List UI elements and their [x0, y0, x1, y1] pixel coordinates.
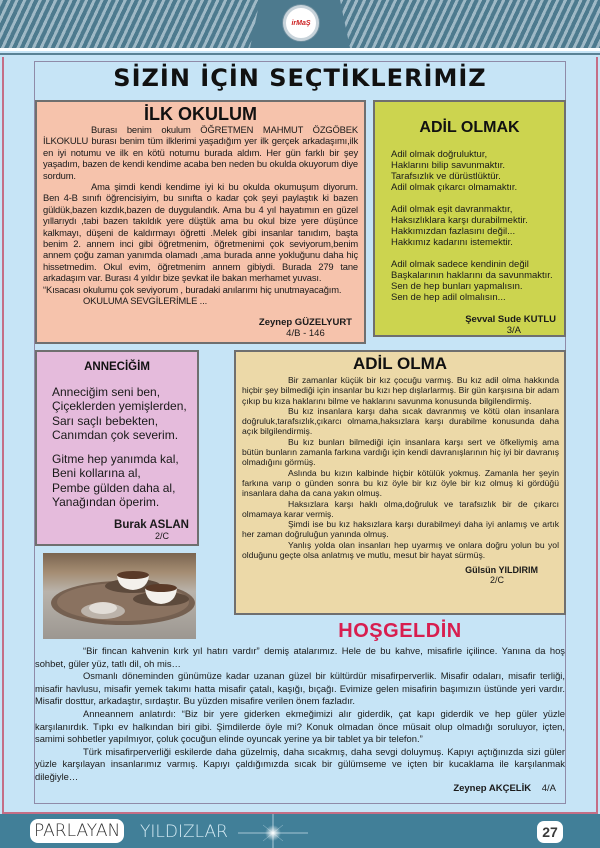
- paragraph: OKULUMA SEVGİLERİMLE ...: [83, 295, 208, 307]
- paragraph: Burası benim okulum ÖĞRETMEN MAHMUT ÖZGÖBEK İLKOKULU burası benim tüm ilklerimi yaşadığım yer ilk gerçek arkadaşımı,ilk en iyi notumu ve ilk en kötü notumu burada aldım. Her gün farklı bir şey yaşadım, bazen de kendi kendime acaba ben neden bu okulda okuyorum diye sordum.: [43, 124, 358, 181]
- article-title: HOŞGELDİN: [338, 620, 462, 642]
- article-body: [236, 374, 564, 560]
- poem-line: Adil olmak doğruluktur,: [391, 149, 488, 160]
- poem-line: Haksızlıklara karşı durabilmektir.: [391, 215, 528, 226]
- poem-body: [37, 373, 197, 509]
- author-name: Burak ASLAN: [114, 519, 189, 532]
- poem-line: Sarı saçlı bebekten,: [52, 413, 159, 428]
- paragraph: Bu kız bunları bilmediği için insanlara karşı sert ve öfkeliymiş ama bütün bunların zamanla farkına vardığı için kendi davranışlarının hiç iyi bir davranış olmadığını görmüş.: [242, 436, 559, 468]
- coffee-tray-illustration: [43, 553, 196, 639]
- poem-line: Canımdan çok severim.: [52, 427, 179, 442]
- poem-title: ADİL OLMAK: [419, 119, 520, 136]
- poem-body: [375, 137, 564, 303]
- paragraph: Bu kız insanlara karşı daha sıcak davranmış ve kötü olan insanlara doğruluk,tarafsızlık,çıkarcı olmama,haksızlara karşı durabilme konusunda daha açık bilgilendirmiş.: [242, 405, 559, 437]
- paragraph: Aslında bu kızın kalbinde hiçbir kötülük yokmuş. Zamanla her şeyin farkına varıp o günden sonra bu kız öyle bir kız öyle bir kız olmuş ki gördüğü insanlara daha da cana yakın olmuş.: [242, 467, 559, 499]
- paragraph: Şimdi ise bu kız haksızlara karşı durabilmeyi daha iyi anlamış ve artık her zaman doğruluğun yanında olmuş.: [242, 519, 559, 540]
- poem-line: Anneciğim seni ben,: [52, 385, 161, 399]
- poem-line: Adil olmak çıkarcı olmamaktır.: [391, 182, 518, 193]
- brand-pill: [30, 819, 124, 843]
- school-emblem-icon: [283, 5, 319, 41]
- poem-adil-olmak: [373, 100, 566, 337]
- stanza: [52, 385, 197, 442]
- stanza: [391, 259, 564, 303]
- poem-line: Tarafsızlık ve dürüstlüktür.: [391, 171, 501, 182]
- poem-line: Pembe gülden daha al,: [52, 480, 176, 495]
- poem-line: Sen de hep bunları yapmalısın.: [391, 281, 523, 292]
- poem-line: Adil olmak sadece kendinin değil: [391, 259, 529, 270]
- article-adil-olma: [234, 350, 566, 615]
- poem-title: ANNECİĞİM: [84, 361, 150, 373]
- stanza: [391, 204, 564, 248]
- header-divider: [0, 53, 600, 55]
- author-class: 2/C: [154, 531, 169, 542]
- paragraph: Anneannem anlatırdı: “Biz bir yere giderken ekmeğimizi alır giderdik, çat kapı giderdik ve hep güler yüzle karşılanırdık. Tıpkı ev halkından biri gibi. Şimdilerde öyle mi? Konuk olmadan önce müsait olup olmadığı soruluyor, içten, samimi sohbetler yapılmıyor, çoluk çocuğun elinde oyuncak yerine ya bir tablet ya bir telefon.”: [35, 707, 565, 745]
- author-class: 4/B - 146: [286, 328, 325, 339]
- article-title: ADİL OLMA: [352, 354, 448, 373]
- poem-line: Haklarını bilip savunmaktır.: [391, 160, 506, 171]
- paragraph: “Kısacası okulumu çok seviyorum , buradaki anılarımı hiç unutmayacağım.: [43, 283, 342, 295]
- article-body: [37, 124, 364, 307]
- paragraph: Yanlış yolda olan insanları hep uyarmış ve onlara doğru yolun bu yol olduğunu geçte olsa anlatmış ve mutlu, mesut bir hayat sürmüş.: [242, 539, 559, 561]
- header-divider: [0, 48, 600, 51]
- poem-line: Gitme hep yanımda kal,: [52, 452, 179, 467]
- author-name: Zeynep AKÇELİK: [453, 783, 532, 794]
- footer: [0, 814, 600, 848]
- poem-line: Başkalarının haklarını da savunmaktır.: [391, 270, 553, 281]
- article-ilk-okulum: [35, 100, 366, 344]
- brand-name-part1: PARLAYAN: [34, 821, 121, 841]
- paragraph: Ama şimdi kendi kendime iyi ki bu okulda okumuşum diyorum. Ben 4-B sınıfı öğrencisiyim, bu sınıfta o kadar çok şeyi paylaştık ki bazen güldük,bazen kızdık,bazen de duygulandık. Ama bu 4 yıl hayatımın en güzel yıllarıydı ,tabi bazen takıldık yere düştük ama bu okul bize yere düşünce kalkmayı, düşeni de kaldırmayı öğretti .Melek gibi insanlar tanıdım, başta benim 2. annem inci gibi öğretmenim, öğretmenimi çok seviyorum,benim annem çoğu zaman yanımda olamadı ,ama burada anne yokluğunu daha hiç hissetmedim. Okul evim, öğretmenim annem gibiydi. Burada 279 tane arkadaşım var. Burası 4 yıldır bize şevkat ile bakan merhamet yuvası.: [43, 181, 358, 284]
- logo-text: irMaŞ: [291, 19, 311, 27]
- poem-line: Yanağından öperim.: [52, 495, 160, 510]
- poem-line: Adil olmak eşit davranmaktır,: [391, 204, 513, 215]
- star-sparkle-icon: [238, 814, 308, 848]
- author-name: Şevval Sude KUTLU: [465, 314, 556, 325]
- author-class: 3/A: [506, 325, 521, 336]
- author-class: 2/C: [489, 575, 504, 586]
- author-name: Gülsün YILDIRIM: [465, 565, 538, 576]
- author-name: Zeynep GÜZELYURT: [258, 317, 352, 328]
- paragraph: Türk misafirperverliği eskilerde daha güzelmiş, daha sıcakmış, daha sevgi doluymuş. Kapıyı açtığınızda sizi güler yüzle karşılayan insanlarımız varmış. Kapıyı çaldığımızda sıcak bir gülümseme ve içten bir kucaklama ile karşılanmak dileğiyle…: [35, 745, 565, 782]
- article-body: [35, 645, 565, 784]
- page-number: 27: [537, 821, 563, 843]
- paragraph: Bir zamanlar küçük bir kız çocuğu varmış. Bu kız adil olma hakkında hiçbir şey bilmediği için insanlar bu kızı hep dışlarlarmış. Bir gün karşısına bir adam çıkıp bu kıza haklarını bilme ve haklarını savunma konusunda bilgilendirmiş.: [242, 375, 559, 406]
- brand-name-part2: YILDIZLAR: [140, 822, 228, 842]
- turkish-coffee-photo-icon: [43, 553, 196, 639]
- author-signature: [259, 317, 352, 339]
- stanza: [391, 149, 564, 193]
- author-signature: [453, 783, 556, 794]
- paragraph: Osmanlı döneminden günümüze kadar uzanan güzel bir kültürdür misafirperverlik. Misafir odaları, misafir terliği, misafir havlusu, misafir yemek takımı hatta misafir çatalı, kaşığı, bıçağı. Evimize gelen misafirin başımızın üstünde yeri vardır. Misafir dosttur, arkadaştır, sırdaştır. Bu yüzden misafire verilen önem fazladır.: [35, 670, 565, 707]
- poem-line: Hakkımızdan fazlasını değil...: [391, 226, 516, 237]
- poem-annecigim: [35, 350, 199, 546]
- paragraph: “Bir fincan kahvenin kırk yıl hatırı vardır” demiş atalarımız. Hele de bu kahve, misafirle içilince. Yanına da hoş sohbet, güler yüz, tatlı dil, oh mis…: [35, 645, 565, 669]
- page-title: SİZİN İÇİN SEÇTİKLERİMİZ: [113, 64, 487, 92]
- author-class: 4/A: [541, 783, 556, 794]
- paragraph: Haksızlara karşı haklı olma,doğruluk ve tarafsızlık bir de çıkarcı olmamaya karar vermiş.: [242, 498, 559, 519]
- poem-line: Sen de hep adil olmalısın...: [391, 292, 506, 303]
- stanza: [52, 452, 197, 509]
- article-title: İLK OKULUM: [144, 104, 257, 124]
- poem-line: Hakkımız kadarını istemektir.: [391, 237, 513, 248]
- poem-line: Çiçeklerden yemişlerden,: [52, 399, 187, 414]
- poem-line: Beni kollarına al,: [52, 466, 141, 481]
